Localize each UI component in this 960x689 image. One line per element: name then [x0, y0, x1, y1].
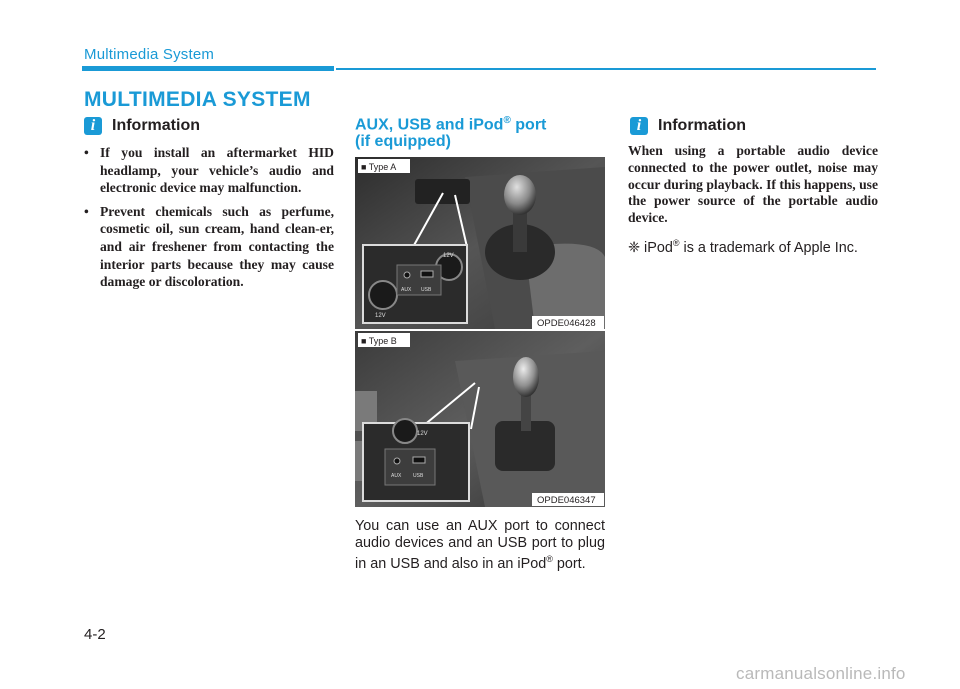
console-tray: [415, 179, 470, 204]
aux-port-icon: [394, 458, 400, 464]
info-heading-label: Information: [658, 117, 746, 134]
trademark-note: [628, 238, 888, 256]
watermark: carmanualsonline.info: [736, 664, 906, 683]
main-heading: MULTIMEDIA SYSTEM: [84, 88, 311, 111]
info-bullet-item: • If you install an aftermarket HID headlamp, your vehicle’s audio and electronic device may malfunction.: [82, 144, 334, 197]
section-title: Multimedia System: [84, 46, 215, 63]
ports-body-end: port.: [552, 555, 586, 572]
usb-port-icon: [413, 457, 425, 463]
ports-heading-text: AUX, USB and iPod: [355, 116, 504, 134]
inset-label: AUX: [401, 287, 412, 293]
header-rule-thin: [336, 68, 876, 70]
inset-label: USB: [413, 473, 424, 479]
figure-label: ■ Type A: [361, 162, 397, 172]
info-icon: i: [84, 117, 102, 135]
aux-port-icon: [404, 272, 410, 278]
trademark-ipod: iPod: [640, 239, 673, 256]
figure-code: OPDE046347: [537, 495, 596, 506]
inset-label: 12V: [375, 313, 386, 319]
ports-heading-line2: (if equipped): [355, 133, 451, 151]
inset-label: USB: [421, 287, 432, 293]
ports-body-main: You can use an AUX port to connect audio devices and an USB port to plug in an USB and also in an iPod: [355, 518, 605, 572]
shifter-knob: [504, 175, 536, 215]
figure-code: OPDE046428: [537, 318, 596, 329]
registered-mark: ®: [672, 238, 680, 248]
figure-type-b: [355, 331, 605, 507]
info-bullet-item: • Prevent chemicals such as perfume, cosmetic oil, sun cream, hand clean-er, and air freshener from contacting the interior parts because they may cause damage or discoloration.: [82, 203, 334, 291]
inset-label: 12V: [443, 253, 454, 259]
header-rule-thick: [82, 66, 334, 71]
info-icon: i: [630, 117, 648, 135]
inset-label: AUX: [391, 473, 402, 479]
trademark-symbol: ❈: [628, 239, 641, 256]
trademark-text: is a trademark of Apple Inc.: [679, 239, 858, 256]
registered-mark: ®: [503, 115, 511, 126]
page-number: 4-2: [84, 626, 106, 643]
info-bullet-list: [82, 144, 334, 297]
ports-heading-suffix: port: [510, 116, 547, 134]
figure-label: ■ Type B: [361, 336, 397, 346]
figure-type-a: [355, 157, 605, 329]
shifter-knob: [513, 357, 539, 397]
info-heading-label: Information: [112, 117, 200, 134]
socket-icon: [369, 281, 397, 309]
socket-icon: [393, 419, 417, 443]
info-heading-right: [630, 117, 746, 135]
registered-mark: ®: [546, 554, 553, 564]
info-heading-left: [84, 117, 200, 135]
ports-body-text: [355, 518, 605, 572]
ports-heading: [355, 112, 605, 150]
inset-label: 12V: [417, 431, 428, 437]
info-paragraph: When using a portable audio device connected to the power outlet, noise may occur during playback. If this happens, use the power source of the portable audio device.: [628, 143, 878, 226]
usb-port-icon: [421, 271, 433, 277]
port-panel: [385, 449, 435, 485]
